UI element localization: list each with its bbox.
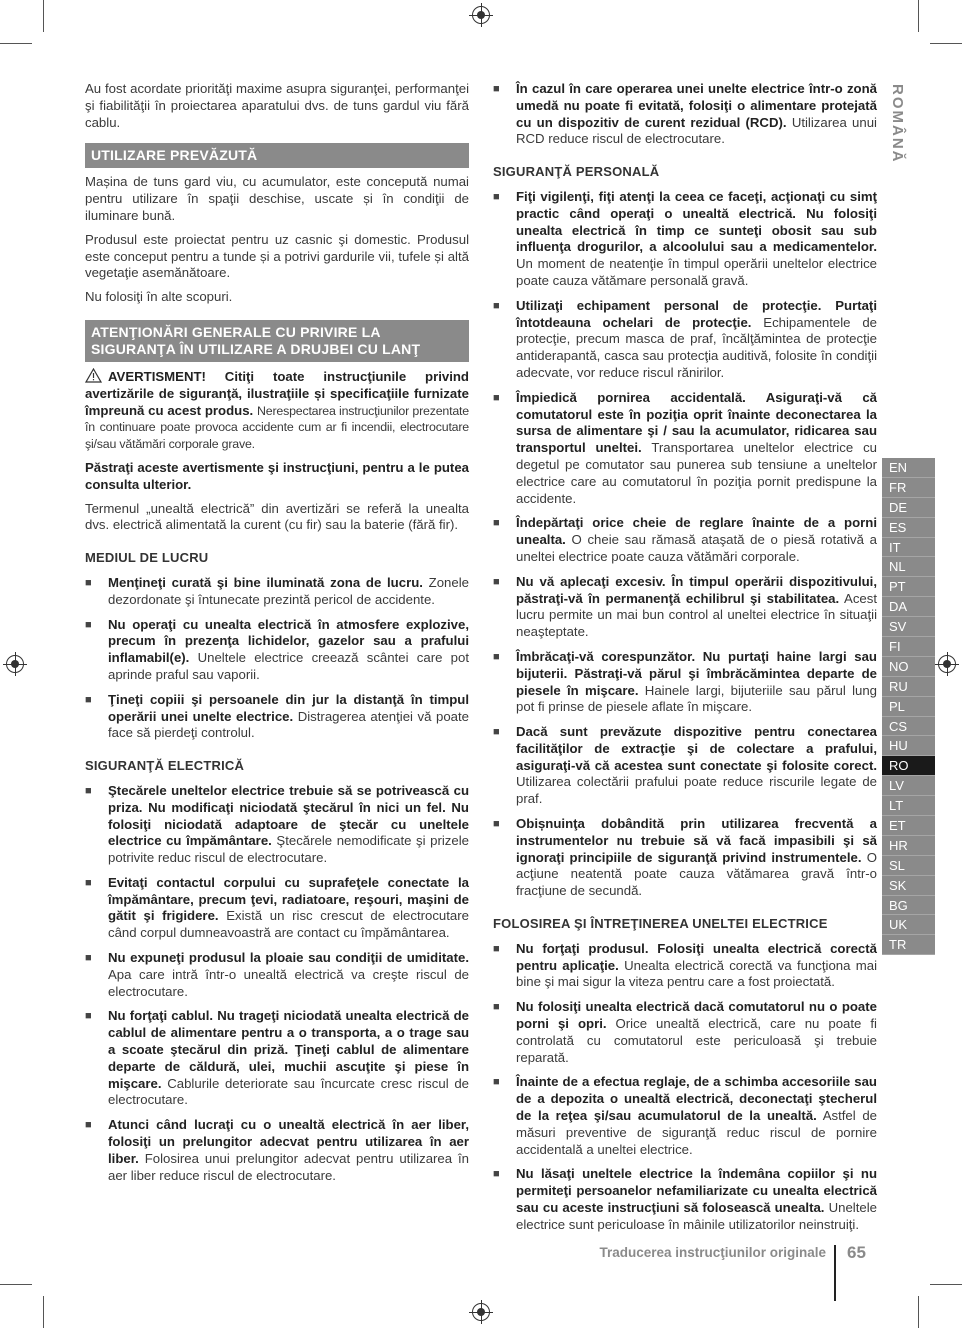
item-bold-text: Dacă sunt prevăzute dispozitive pentru conectarea facilităţilor de extracţie şi de colectare a prafului, asiguraţi-vă că acestea sunt conectate şi folosite corect. [516,724,877,773]
list-item [85,950,469,1000]
language-tab-no[interactable]: NO [882,657,935,677]
electrical-safety-list [85,783,469,1185]
tool-use-list [493,941,877,1234]
intended-use-paragraph: Mașina de tuns gard viu, cu acumulator, este concepută numai pentru utilizare în spaţii deschise, uscate și în condiţii de iluminare bună. [85,174,469,223]
warning-bold: AVERTISMENT! Citiţi toate instrucţiunile privind avertizările de siguranţă, ilustraţiile și specificaţiile furnizate împreună cu acest produs. [85,368,469,418]
language-tab-de[interactable]: DE [882,498,935,518]
item-text: Unealta electrică corectă va funcţiona mai bine şi mai sigur la viteza pentru care a fost proiectată. [516,957,878,990]
item-text: O cheie sau rămasă ataşată de o piesă rotativă a uneltei electrice poate cauza vătămări corporale. [516,532,877,564]
bullet-icon: ■ [493,1168,500,1181]
bullet-icon: ■ [85,693,92,706]
language-tab-es[interactable]: ES [882,518,935,538]
language-tab-it[interactable]: IT [882,538,935,558]
item-text: Există un risc crescut de electrocutare când corpul dumneavoastră are contact cu împământarea. [108,908,469,941]
bullet-icon: ■ [493,299,500,312]
list-item [493,724,877,808]
item-bold-text: Ştecărele uneltelor electrice trebuie să se potrivească cu priza. Nu modificaţi niciodată ştecărul în nici un fel. Nu folosiţi niciodată adaptoare de ştecăr cu uneltele electrice cu împământare. [108,782,469,849]
crop-mark [0,43,32,44]
list-item [493,816,877,900]
crop-mark [0,1284,32,1285]
left-column [85,81,469,1192]
warning-paragraph [85,368,469,453]
work-area-list [85,575,469,742]
intended-use-paragraph: Produsul este proiectat pentru uz casnic şi domestic. Produsul este conceput pentru a tunde și a potrivi gardurile vii, tufele și altă vegetaţie asemănătoare. [85,231,469,281]
list-item [493,189,877,290]
item-bold-text: Evitaţi contactul corpului cu suprafeţele conectate la împământare, precum ţevi, radiatoare, reşouri, maşini de gătit şi frigidere. [108,874,469,924]
intended-use-paragraph: Nu folosiţi în alte scopuri. [85,289,233,305]
footer-divider [834,1245,836,1301]
list-item [493,999,877,1066]
item-text: Cablurile deteriorate sau încurcate cresc riscul de electrocutare. [108,1075,469,1108]
bullet-icon: ■ [493,575,500,588]
warning-triangle-icon [85,368,102,383]
warning-text: Nerespectarea instrucţiunilor prezentate în continuare poate provoca accidente cum ar fi incendii, electrocutare şi/sau vătămări corporale grave. [85,403,469,452]
list-item [493,390,877,508]
language-tab-en[interactable]: EN [882,458,935,478]
bullet-icon: ■ [493,650,500,663]
bullet-icon: ■ [85,1010,92,1023]
item-bold-text: Nu vă aplecaţi excesiv. În timpul operării dispozitivului, păstraţi-vă în permanenţă echilibrul şi stabilitatea. [516,573,877,606]
footer-label: Traducerea instrucţiunilor originale [599,1245,826,1260]
list-item [85,692,469,742]
keep-instructions-text: Păstraţi aceste avertismente şi instrucţiuni, pentru a le putea consulta ulterior. [85,459,469,492]
intro-paragraph: Au fost acordate priorităţi maxime asupra siguranţei, performanţei şi fiabilităţii în proiectarea aparatului dvs. de tuns gardul viu fără cablu. [85,81,469,130]
item-text: Echipamentele de protecţie, precum masca de praf, încălţămintea de protecţie antiderapantă, casca sau protecţia auditivă, folosite în condiţii adecvate, vor reduce riscul rănirilor. [516,314,877,380]
language-tab-cs[interactable]: CS [882,717,935,737]
crop-mark [43,1296,44,1328]
bullet-icon: ■ [493,83,500,95]
item-text: Un moment de neatenţie în timpul operării uneltelor electrice poate cauza vătămare personală gravă. [516,256,877,288]
language-tab-bg[interactable]: BG [882,896,935,916]
bullet-icon: ■ [85,1119,92,1132]
subheading-electrical-safety: SIGURANŢĂ ELECTRICĂ [85,758,245,774]
list-item [85,1008,469,1109]
bullet-icon: ■ [85,576,92,589]
item-bold-text: Nu expuneţi produsul la ploaie sau condiţii de umiditate. [108,950,469,966]
item-bold-text: Înainte de a efectua reglaje, de a schimba accesoriile sau de a depozita o unealtă electrică, deconectaţi ştecherul de la reţea şi/sau acumulatorul de la unealtă. [516,1074,877,1124]
list-item [493,298,877,382]
bullet-icon: ■ [493,942,500,955]
language-tab-nl[interactable]: NL [882,557,935,577]
language-tab-fi[interactable]: FI [882,637,935,657]
language-tab-hr[interactable]: HR [882,836,935,856]
crop-mark [930,1284,962,1285]
section-heading-intended-use: UTILIZARE PREVĂZUTĂ [85,143,469,168]
bullet-icon: ■ [85,952,92,965]
item-bold-text: Nu lăsaţi uneltele electrice la îndemâna copiilor şi nu permiteţi persoanelor nefamiliarizate cu unealta electrică sau cu aceste instrucţiuni să folosească unealta. [516,1166,877,1216]
crop-mark [930,43,962,44]
side-language-title: ROMÂNĂ [889,84,906,164]
item-text: O acţiune neatentă poate cauza vătămarea gravă într-o fracţiune de secundă. [516,849,877,899]
crop-mark [43,0,44,32]
item-bold-text: Menţineţi curată şi bine iluminată zona de lucru. [108,574,423,590]
list-item [493,1074,877,1158]
language-tab-fr[interactable]: FR [882,478,935,498]
language-tab-hu[interactable]: HU [882,736,935,756]
term-definition: Termenul „unealtă electrică” din avertizări se referă la unealta dvs. electrică alimentată la curent (cu fir) sau la baterie (fără fir). [85,500,469,533]
language-tab-pl[interactable]: PL [882,697,935,717]
bullet-icon: ■ [493,391,500,404]
item-bold-text: Nu operaţi cu unealta electrică în atmosfere explozive, precum în prezenţa lichidelor, gazelor sau a prafului inflamabil(e). [108,616,469,666]
item-bold-text: Ţineţi copiii şi persoanele din jur la distanţă în timpul operării unei unelte electrice. [108,691,469,724]
language-tab-tr[interactable]: TR [882,935,935,955]
registration-mark-icon [938,655,956,673]
list-item [493,941,877,991]
right-column [493,81,877,1242]
item-text: Folosirea unui prelungitor adecvat pentru utilizarea în aer liber reduce riscul de electrocutare. [108,1150,469,1183]
language-tab-lt[interactable]: LT [882,796,935,816]
bullet-icon: ■ [493,1001,500,1014]
bullet-icon: ■ [493,726,500,739]
bullet-icon: ■ [493,517,500,530]
list-item [493,1166,877,1233]
item-bold-text: Nu folosiţi unealta electrică dacă comutatorul nu o poate porni şi opri. [516,999,877,1032]
list-item [493,515,877,565]
item-bold-text: Nu forţaţi cablul. Nu trageţi niciodată unealta electrică de cablul de alimentare pentru a o transporta, a o trage sau a scoate ştecărul din priză. Ţineţi cablul de alimentare departe de căldură, ulei, muchii ascuţite şi piese în mişcare. [108,1008,469,1091]
registration-mark-icon [472,6,490,24]
subheading-work-area: MEDIUL DE LUCRU [85,550,209,566]
item-text: Astfel de măsuri preventive de siguranţă reduc riscul de pornire accidentală a uneltei electrice. [516,1108,877,1157]
item-bold-text: În cazul în care operarea unei unelte electrice într-o zonă umedă nu poate fi evitată, folosiţi o alimentare protejată cu un dispozitiv de curent rezidual (RCD). [516,81,877,130]
list-item [493,649,877,716]
bullet-icon: ■ [493,190,500,203]
item-text: Zonele dezordonate şi întunecate prezintă pericol de accidente. [108,574,469,607]
item-bold-text: Împiedică pornirea accidentală. Asiguraţi-vă că comutatorul este în poziţia oprit înainte deconectarea la sursa de alimentare şi / sau la acumulator, ridicarea sau transportul uneltei. [516,389,877,456]
language-tab-sv[interactable]: SV [882,617,935,637]
list-item [85,1117,469,1184]
list-item [85,875,469,942]
item-bold-text: Îndepărtaţi orice cheie de reglare înainte de a porni unealta. [516,515,877,548]
item-text: Uneltele electrice creează scântei care pot aprinde praful sau vaporii. [108,650,469,682]
language-tab-ru[interactable]: RU [882,677,935,697]
list-item [85,575,469,609]
crop-mark [918,0,919,32]
crop-mark [918,1296,919,1328]
bullet-icon: ■ [85,876,92,889]
item-bold-text: Nu forţaţi produsul. Folosiţi unealta electrică corectă pentru aplicaţie. [516,940,877,973]
item-bold-text: Fiţi vigilenţi, fiţi atenţi la ceea ce faceţi, acţionaţi cu simţ practic când operaţi o unealtă electrică. Nu folosiţi unealta electrică în timp ce sunteţi obosit sau sub influenţa drogurilor, a alcoolului sau a medicamentelor. [516,188,877,255]
item-bold-text: Îmbrăcaţi-vă corespunzător. Nu purtaţi haine largi sau bijuterii. Păstraţi-vă părul şi îmbrăcămintea departe de piesele în mişcare. [516,648,877,698]
subheading-personal-safety: SIGURANŢĂ PERSONALĂ [493,164,660,180]
list-item [493,574,877,641]
list-item [85,783,469,867]
language-tab-pt[interactable]: PT [882,577,935,597]
language-tabs [882,458,935,955]
item-bold-text: Obișnuinţa dobândită prin utilizarea frecventă a instrumentelor nu trebuie să vă facă impasibili şi să ignoraţi principiile de siguranţă privind instrumentele. [516,816,877,865]
bullet-icon: ■ [493,818,500,831]
registration-mark-icon [6,655,24,673]
language-tab-ro[interactable]: RO [882,756,935,776]
bullet-icon: ■ [493,1076,500,1089]
item-text: Orice unealtă electrică, care nu poate fi controlată cu comutatorul este periculoasă şi trebuie reparată. [516,1016,877,1065]
item-text: Utilizarea unui RCD reduce riscul de electrocutare. [516,114,877,147]
language-tab-et[interactable]: ET [882,816,935,836]
item-text: Transportarea uneltelor electrice cu degetul pe comutator sau punerea sub tensiune a uneltelor electrice care au comutatorul în poziţia pornit predispune la accidente. [516,440,877,506]
item-bold-text: Utilizaţi echipament personal de protecţie. Purtaţi întotdeauna ochelari de protecţie. [516,297,877,330]
item-bold-text: Atunci când lucraţi cu o unealtă electrică în aer liber, folosiţi un prelungitor adecvat pentru utilizarea în aer liber. [108,1117,469,1166]
item-text: Uneltele electrice sunt periculoase în mâinile utilizatorilor neinstruiţi. [516,1200,877,1232]
subheading-tool-use: FOLOSIREA ŞI ÎNTREŢINEREA UNELTEI ELECTRICE [493,916,828,932]
electrical-safety-list-continued [493,81,877,148]
bullet-icon: ■ [85,618,92,631]
registration-mark-icon [472,1303,490,1321]
keep-instructions [85,460,469,494]
item-text: Apa care intră într-o unealtă electrică va creşte riscul de electrocutare. [108,966,469,999]
personal-safety-list [493,189,877,900]
language-tab-uk[interactable]: UK [882,915,935,935]
item-text: Utilizarea colectării prafului poate reduce riscurile legate de praf. [516,774,877,807]
language-tab-sk[interactable]: SK [882,876,935,896]
bullet-icon: ■ [85,784,92,797]
page-number: 65 [847,1243,866,1262]
list-item [493,81,877,148]
item-text: Ştecărele nemodificate şi prizele potrivite reduc riscul de electrocutare. [108,833,469,866]
language-tab-sl[interactable]: SL [882,856,935,876]
item-text: Distragerea atenţiei vă poate face să pierdeţi controlul. [108,708,469,741]
section-heading-general-warnings: ATENŢIONĂRI GENERALE CU PRIVIRE LA SIGURANŢA ÎN UTILIZARE A DRUJBEI CU LANŢ [85,320,469,362]
item-text: Hainele largi, bijuteriile sau părul lung pot fi prinse de piesele aflate în mişcare. [516,682,878,715]
item-text: Acest lucru permite un mai bun control al uneltei electrice în situaţii neaşteptate. [516,590,878,640]
language-tab-da[interactable]: DA [882,597,935,617]
language-tab-lv[interactable]: LV [882,776,935,796]
list-item [85,617,469,684]
